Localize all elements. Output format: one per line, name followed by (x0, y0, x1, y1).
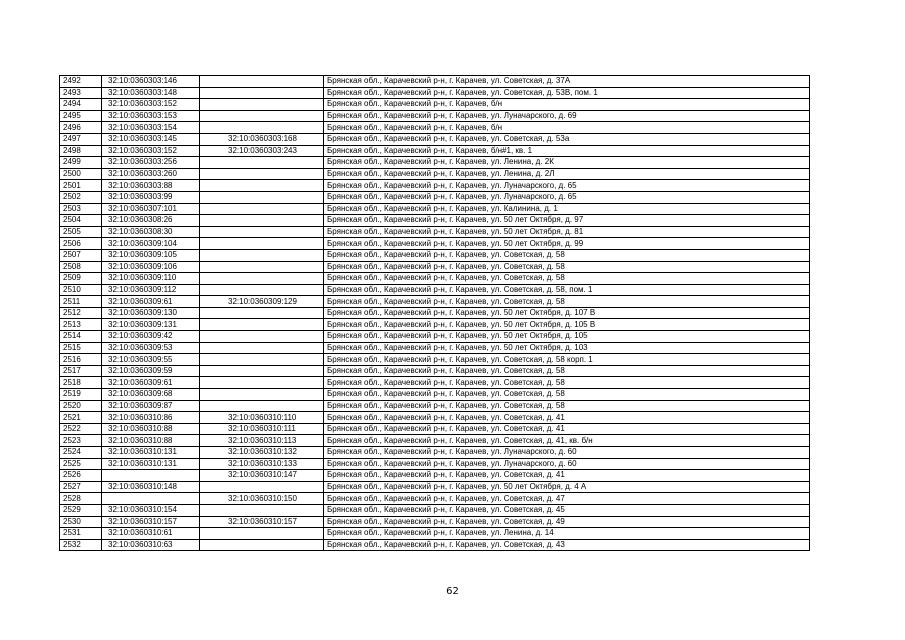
table-row (60, 226, 810, 238)
table-row (60, 354, 810, 366)
related-cadastral-number-cell (200, 157, 324, 169)
related-cadastral-number-cell: 32:10:0360310:150 (200, 493, 324, 505)
table-row (60, 296, 810, 308)
table-row (60, 458, 810, 470)
related-cadastral-number-cell (200, 389, 324, 401)
address-cell: Брянская обл., Карачевский р-н, г. Карачев, ул. 50 лет Октября, д. 97 (324, 215, 810, 227)
cadastral-number-cell: 32:10:0360303:260 (102, 168, 200, 180)
address-cell: Брянская обл., Карачевский р-н, г. Карачев, ул. Советская, д. 58 (324, 365, 810, 377)
registry-table-body (60, 76, 810, 551)
table-row (60, 215, 810, 227)
address-cell: Брянская обл., Карачевский р-н, г. Карачев, ул. 50 лет Октября, д. 105 В (324, 319, 810, 331)
table-row (60, 528, 810, 540)
address-cell: Брянская обл., Карачевский р-н, г. Карачев, ул. Советская, д. 58, пом. 1 (324, 284, 810, 296)
address-cell: Брянская обл., Карачевский р-н, г. Карачев, ул. Советская, д. 41, кв. б/н (324, 435, 810, 447)
related-cadastral-number-cell: 32:10:0360310:133 (200, 458, 324, 470)
cadastral-number-cell: 32:10:0360308:26 (102, 215, 200, 227)
table-row (60, 319, 810, 331)
address-cell: Брянская обл., Карачевский р-н, г. Карачев, ул. Луначарского, д. 60 (324, 458, 810, 470)
row-number-cell: 2512 (60, 307, 102, 319)
related-cadastral-number-cell (200, 203, 324, 215)
cadastral-number-cell: 32:10:0360303:99 (102, 191, 200, 203)
related-cadastral-number-cell (200, 180, 324, 192)
cadastral-number-cell: 32:10:0360303:148 (102, 87, 200, 99)
cadastral-number-cell: 32:10:0360310:88 (102, 435, 200, 447)
related-cadastral-number-cell (200, 481, 324, 493)
cadastral-number-cell: 32:10:0360309:131 (102, 319, 200, 331)
address-cell: Брянская обл., Карачевский р-н, г. Карачев, ул. Советская, д. 41 (324, 412, 810, 424)
address-cell: Брянская обл., Карачевский р-н, г. Карачев, ул. Советская, д. 45 (324, 504, 810, 516)
row-number-cell: 2500 (60, 168, 102, 180)
table-row (60, 435, 810, 447)
address-cell: Брянская обл., Карачевский р-н, г. Карачев, ул. 50 лет Октября, д. 81 (324, 226, 810, 238)
row-number-cell: 2529 (60, 504, 102, 516)
related-cadastral-number-cell: 32:10:0360310:147 (200, 470, 324, 482)
cadastral-number-cell: 32:10:0360309:110 (102, 273, 200, 285)
address-cell: Брянская обл., Карачевский р-н, г. Карачев, ул. Ленина, д. 2К (324, 157, 810, 169)
table-row (60, 110, 810, 122)
cadastral-number-cell: 32:10:0360310:63 (102, 539, 200, 551)
related-cadastral-number-cell: 32:10:0360310:111 (200, 423, 324, 435)
row-number-cell: 2508 (60, 261, 102, 273)
row-number-cell: 2499 (60, 157, 102, 169)
address-cell: Брянская обл., Карачевский р-н, г. Карачев, ул. 50 лет Октября, д. 105 (324, 331, 810, 343)
table-row (60, 145, 810, 157)
related-cadastral-number-cell (200, 76, 324, 88)
table-row (60, 238, 810, 250)
table-row (60, 400, 810, 412)
address-cell: Брянская обл., Карачевский р-н, г. Карачев, ул. Советская, д. 37А (324, 76, 810, 88)
row-number-cell: 2493 (60, 87, 102, 99)
cadastral-number-cell: 32:10:0360303:153 (102, 110, 200, 122)
table-row (60, 168, 810, 180)
related-cadastral-number-cell (200, 87, 324, 99)
cadastral-number-cell: 32:10:0360303:88 (102, 180, 200, 192)
row-number-cell: 2517 (60, 365, 102, 377)
row-number-cell: 2530 (60, 516, 102, 528)
cadastral-number-cell: 32:10:0360309:55 (102, 354, 200, 366)
address-cell: Брянская обл., Карачевский р-н, г. Карачев, ул. Советская, д. 43 (324, 539, 810, 551)
row-number-cell: 2504 (60, 215, 102, 227)
table-row (60, 203, 810, 215)
related-cadastral-number-cell (200, 261, 324, 273)
table-row (60, 87, 810, 99)
address-cell: Брянская обл., Карачевский р-н, г. Карачев, ул. Советская, д. 41 (324, 423, 810, 435)
row-number-cell: 2498 (60, 145, 102, 157)
table-row (60, 249, 810, 261)
cadastral-number-cell: 32:10:0360307:101 (102, 203, 200, 215)
row-number-cell: 2532 (60, 539, 102, 551)
table-row (60, 284, 810, 296)
cadastral-number-cell: 32:10:0360309:61 (102, 377, 200, 389)
address-cell: Брянская обл., Карачевский р-н, г. Карачев, ул. Советская, д. 58 (324, 261, 810, 273)
cadastral-number-cell: 32:10:0360310:131 (102, 447, 200, 459)
address-cell: Брянская обл., Карачевский р-н, г. Карачев, ул. Ленина, д. 14 (324, 528, 810, 540)
row-number-cell: 2521 (60, 412, 102, 424)
registry-table (59, 75, 810, 551)
cadastral-number-cell (102, 493, 200, 505)
related-cadastral-number-cell (200, 354, 324, 366)
related-cadastral-number-cell (200, 331, 324, 343)
related-cadastral-number-cell (200, 191, 324, 203)
address-cell: Брянская обл., Карачевский р-н, г. Карачев, ул. Ленина, д. 2Л (324, 168, 810, 180)
address-cell: Брянская обл., Карачевский р-н, г. Карачев, ул. Советская, д. 58 (324, 296, 810, 308)
row-number-cell: 2501 (60, 180, 102, 192)
cadastral-number-cell: 32:10:0360303:145 (102, 133, 200, 145)
row-number-cell: 2495 (60, 110, 102, 122)
table-row (60, 493, 810, 505)
related-cadastral-number-cell (200, 226, 324, 238)
row-number-cell: 2527 (60, 481, 102, 493)
related-cadastral-number-cell (200, 400, 324, 412)
table-row (60, 261, 810, 273)
address-cell: Брянская обл., Карачевский р-н, г. Карачев, ул. Советская, д. 49 (324, 516, 810, 528)
table-row (60, 447, 810, 459)
row-number-cell: 2526 (60, 470, 102, 482)
address-cell: Брянская обл., Карачевский р-н, г. Карачев, ул. 50 лет Октября, д. 107 В (324, 307, 810, 319)
cadastral-number-cell: 32:10:0360310:157 (102, 516, 200, 528)
cadastral-number-cell: 32:10:0360303:154 (102, 122, 200, 134)
row-number-cell: 2516 (60, 354, 102, 366)
table-row (60, 539, 810, 551)
cadastral-number-cell: 32:10:0360308:30 (102, 226, 200, 238)
row-number-cell: 2513 (60, 319, 102, 331)
related-cadastral-number-cell (200, 307, 324, 319)
row-number-cell: 2510 (60, 284, 102, 296)
address-cell: Брянская обл., Карачевский р-н, г. Карачев, ул. 50 лет Октября, д. 99 (324, 238, 810, 250)
cadastral-number-cell: 32:10:0360309:59 (102, 365, 200, 377)
related-cadastral-number-cell: 32:10:0360303:168 (200, 133, 324, 145)
table-row (60, 180, 810, 192)
row-number-cell: 2524 (60, 447, 102, 459)
table-row (60, 273, 810, 285)
related-cadastral-number-cell (200, 365, 324, 377)
table-row (60, 342, 810, 354)
address-cell: Брянская обл., Карачевский р-н, г. Карачев, ул. Советская, д. 53В, пом. 1 (324, 87, 810, 99)
table-row (60, 76, 810, 88)
address-cell: Брянская обл., Карачевский р-н, г. Карачев, ул. Советская, д. 47 (324, 493, 810, 505)
cadastral-number-cell: 32:10:0360310:154 (102, 504, 200, 516)
cadastral-number-cell: 32:10:0360303:152 (102, 99, 200, 111)
address-cell: Брянская обл., Карачевский р-н, г. Карачев, ул. Калинина, д. 1 (324, 203, 810, 215)
cadastral-number-cell: 32:10:0360309:42 (102, 331, 200, 343)
table-row (60, 99, 810, 111)
row-number-cell: 2492 (60, 76, 102, 88)
cadastral-number-cell: 32:10:0360309:130 (102, 307, 200, 319)
address-cell: Брянская обл., Карачевский р-н, г. Карачев, ул. Советская, д. 58 корп. 1 (324, 354, 810, 366)
row-number-cell: 2505 (60, 226, 102, 238)
row-number-cell: 2497 (60, 133, 102, 145)
row-number-cell: 2507 (60, 249, 102, 261)
related-cadastral-number-cell (200, 215, 324, 227)
cadastral-number-cell: 32:10:0360303:152 (102, 145, 200, 157)
cadastral-number-cell: 32:10:0360303:256 (102, 157, 200, 169)
cadastral-number-cell: 32:10:0360309:68 (102, 389, 200, 401)
address-cell: Брянская обл., Карачевский р-н, г. Карачев, ул. Советская, д. 58 (324, 249, 810, 261)
related-cadastral-number-cell: 32:10:0360310:132 (200, 447, 324, 459)
row-number-cell: 2496 (60, 122, 102, 134)
cadastral-number-cell: 32:10:0360309:105 (102, 249, 200, 261)
row-number-cell: 2511 (60, 296, 102, 308)
address-cell: Брянская обл., Карачевский р-н, г. Карачев, ул. Советская, д. 53а (324, 133, 810, 145)
cadastral-number-cell: 32:10:0360310:61 (102, 528, 200, 540)
related-cadastral-number-cell (200, 249, 324, 261)
cadastral-number-cell: 32:10:0360310:131 (102, 458, 200, 470)
row-number-cell: 2509 (60, 273, 102, 285)
row-number-cell: 2520 (60, 400, 102, 412)
related-cadastral-number-cell (200, 504, 324, 516)
table-row (60, 122, 810, 134)
related-cadastral-number-cell (200, 110, 324, 122)
address-cell: Брянская обл., Карачевский р-н, г. Карачев, ул. Луначарского, д. 65 (324, 191, 810, 203)
row-number-cell: 2514 (60, 331, 102, 343)
table-row (60, 191, 810, 203)
related-cadastral-number-cell: 32:10:0360310:113 (200, 435, 324, 447)
related-cadastral-number-cell (200, 284, 324, 296)
table-row (60, 412, 810, 424)
cadastral-number-cell: 32:10:0360309:61 (102, 296, 200, 308)
related-cadastral-number-cell (200, 273, 324, 285)
row-number-cell: 2502 (60, 191, 102, 203)
table-row (60, 481, 810, 493)
address-cell: Брянская обл., Карачевский р-н, г. Карачев, б/н (324, 122, 810, 134)
address-cell: Брянская обл., Карачевский р-н, г. Карачев, ул. Советская, д. 58 (324, 400, 810, 412)
address-cell: Брянская обл., Карачевский р-н, г. Карачев, б/н#1, кв. 1 (324, 145, 810, 157)
address-cell: Брянская обл., Карачевский р-н, г. Карачев, б/н (324, 99, 810, 111)
row-number-cell: 2494 (60, 99, 102, 111)
address-cell: Брянская обл., Карачевский р-н, г. Карачев, ул. Советская, д. 41 (324, 470, 810, 482)
address-cell: Брянская обл., Карачевский р-н, г. Карачев, ул. 50 лет Октября, д. 103 (324, 342, 810, 354)
related-cadastral-number-cell (200, 342, 324, 354)
page-number: 62 (446, 586, 459, 597)
address-cell: Брянская обл., Карачевский р-н, г. Карачев, ул. Луначарского, д. 65 (324, 180, 810, 192)
related-cadastral-number-cell: 32:10:0360310:110 (200, 412, 324, 424)
cadastral-number-cell: 32:10:0360303:146 (102, 76, 200, 88)
related-cadastral-number-cell (200, 122, 324, 134)
address-cell: Брянская обл., Карачевский р-н, г. Карачев, ул. Советская, д. 58 (324, 377, 810, 389)
cadastral-number-cell: 32:10:0360310:88 (102, 423, 200, 435)
row-number-cell: 2519 (60, 389, 102, 401)
related-cadastral-number-cell (200, 99, 324, 111)
row-number-cell: 2525 (60, 458, 102, 470)
cadastral-number-cell: 32:10:0360309:104 (102, 238, 200, 250)
table-row (60, 516, 810, 528)
related-cadastral-number-cell (200, 539, 324, 551)
cadastral-number-cell: 32:10:0360309:106 (102, 261, 200, 273)
related-cadastral-number-cell: 32:10:0360310:157 (200, 516, 324, 528)
related-cadastral-number-cell (200, 528, 324, 540)
table-row (60, 504, 810, 516)
row-number-cell: 2528 (60, 493, 102, 505)
related-cadastral-number-cell (200, 238, 324, 250)
address-cell: Брянская обл., Карачевский р-н, г. Карачев, ул. Луначарского, д. 69 (324, 110, 810, 122)
table-row (60, 377, 810, 389)
row-number-cell: 2515 (60, 342, 102, 354)
row-number-cell: 2531 (60, 528, 102, 540)
cadastral-number-cell: 32:10:0360309:87 (102, 400, 200, 412)
row-number-cell: 2523 (60, 435, 102, 447)
address-cell: Брянская обл., Карачевский р-н, г. Карачев, ул. Советская, д. 58 (324, 273, 810, 285)
table-row (60, 307, 810, 319)
cadastral-number-cell: 32:10:0360309:53 (102, 342, 200, 354)
row-number-cell: 2522 (60, 423, 102, 435)
table-row (60, 365, 810, 377)
related-cadastral-number-cell: 32:10:0360309:129 (200, 296, 324, 308)
related-cadastral-number-cell (200, 168, 324, 180)
related-cadastral-number-cell (200, 319, 324, 331)
related-cadastral-number-cell: 32:10:0360303:243 (200, 145, 324, 157)
row-number-cell: 2503 (60, 203, 102, 215)
table-row (60, 157, 810, 169)
address-cell: Брянская обл., Карачевский р-н, г. Карачев, ул. 50 лет Октября, д. 4 А (324, 481, 810, 493)
cadastral-number-cell (102, 470, 200, 482)
cadastral-number-cell: 32:10:0360309:112 (102, 284, 200, 296)
cadastral-number-cell: 32:10:0360310:148 (102, 481, 200, 493)
row-number-cell: 2506 (60, 238, 102, 250)
table-row (60, 423, 810, 435)
cadastral-number-cell: 32:10:0360310:86 (102, 412, 200, 424)
table-row (60, 331, 810, 343)
table-row (60, 389, 810, 401)
address-cell: Брянская обл., Карачевский р-н, г. Карачев, ул. Луначарского, д. 60 (324, 447, 810, 459)
address-cell: Брянская обл., Карачевский р-н, г. Карачев, ул. Советская, д. 58 (324, 389, 810, 401)
table-row (60, 133, 810, 145)
table-row (60, 470, 810, 482)
row-number-cell: 2518 (60, 377, 102, 389)
related-cadastral-number-cell (200, 377, 324, 389)
